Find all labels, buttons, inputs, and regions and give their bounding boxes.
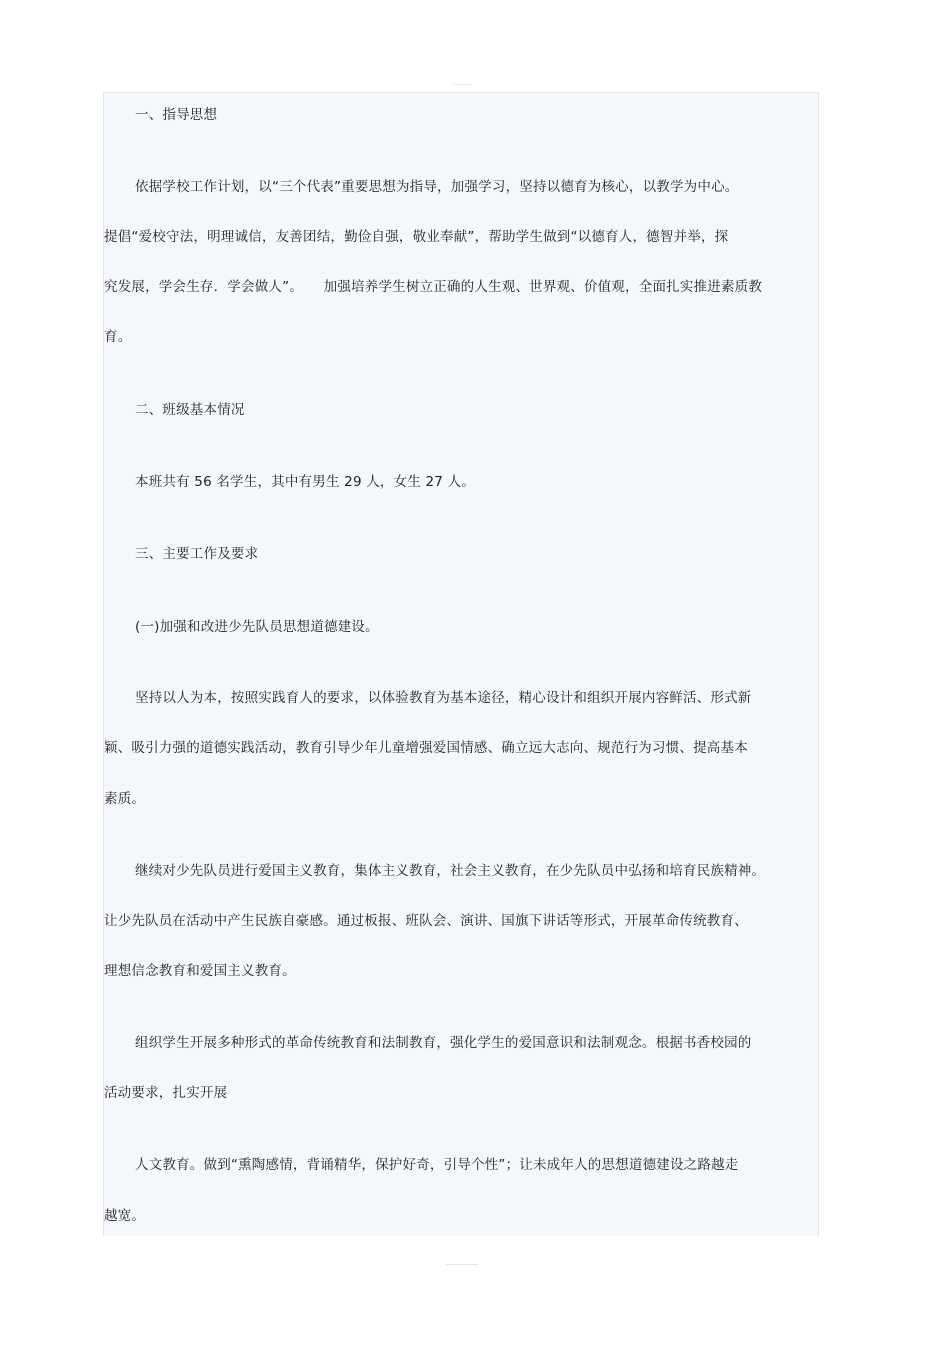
paragraph-line: 组织学生开展多种形式的革命传统教育和法制教育，强化学生的爱国意识和法制观念。根据书香校园的 xyxy=(135,1035,752,1051)
paragraph-line: 越宽。 xyxy=(104,1208,146,1224)
subsection-heading: (一)加强和改进少先队员思想道德建设。 xyxy=(135,619,379,635)
section-heading-class-info: 二、班级基本情况 xyxy=(135,402,245,418)
paragraph-line: 让少先队员在活动中产生民族自豪感。通过板报、班队会、演讲、国旗下讲话等形式，开展革命传统教育、 xyxy=(104,913,748,929)
paragraph-line-student-count: 本班共有 56 名学生，其中有男生 29 人，女生 27 人。 xyxy=(135,474,475,490)
section-heading-guiding-ideology: 一、指导思想 xyxy=(135,107,218,123)
paragraph-line: 究发展，学会生存．学会做人”。 加强培养学生树立正确的人生观、世界观、价值观，全面扎实推进素质教 xyxy=(104,279,763,295)
paragraph-line: 坚持以人为本，按照实践育人的要求，以体验教育为基本途径，精心设计和组织开展内容鲜活、形式新 xyxy=(135,690,752,706)
page-bottom-mark xyxy=(446,1264,478,1265)
paragraph-line: 依据学校工作计划，以“三个代表”重要思想为指导，加强学习，坚持以德育为核心，以教学为中心。 xyxy=(135,179,739,195)
paragraph-line: 提倡“爱校守法，明理诚信，友善团结，勤俭自强，敬业奉献”，帮助学生做到“以德育人，德智并举，探 xyxy=(104,229,729,245)
section-heading-main-work: 三、主要工作及要求 xyxy=(135,546,259,562)
paragraph-line: 继续对少先队员进行爱国主义教育，集体主义教育，社会主义教育，在少先队员中弘扬和培育民族精神。 xyxy=(135,863,766,879)
paragraph-line: 理想信念教育和爱国主义教育。 xyxy=(104,963,296,979)
page-top-mark xyxy=(452,84,472,85)
paragraph-line: 活动要求，扎实开展 xyxy=(104,1085,228,1101)
paragraph-line: 素质。 xyxy=(104,791,146,807)
document-page xyxy=(103,92,819,1236)
paragraph-line: 颖、吸引力强的道德实践活动，教育引导少年儿童增强爱国情感、确立远大志向、规范行为习惯、提高基本 xyxy=(104,740,748,756)
paragraph-line: 育。 xyxy=(104,329,132,345)
paragraph-line: 人文教育。做到“熏陶感情，背诵精华，保护好奇，引导个性”；让未成年人的思想道德建设之路越走 xyxy=(135,1157,739,1173)
